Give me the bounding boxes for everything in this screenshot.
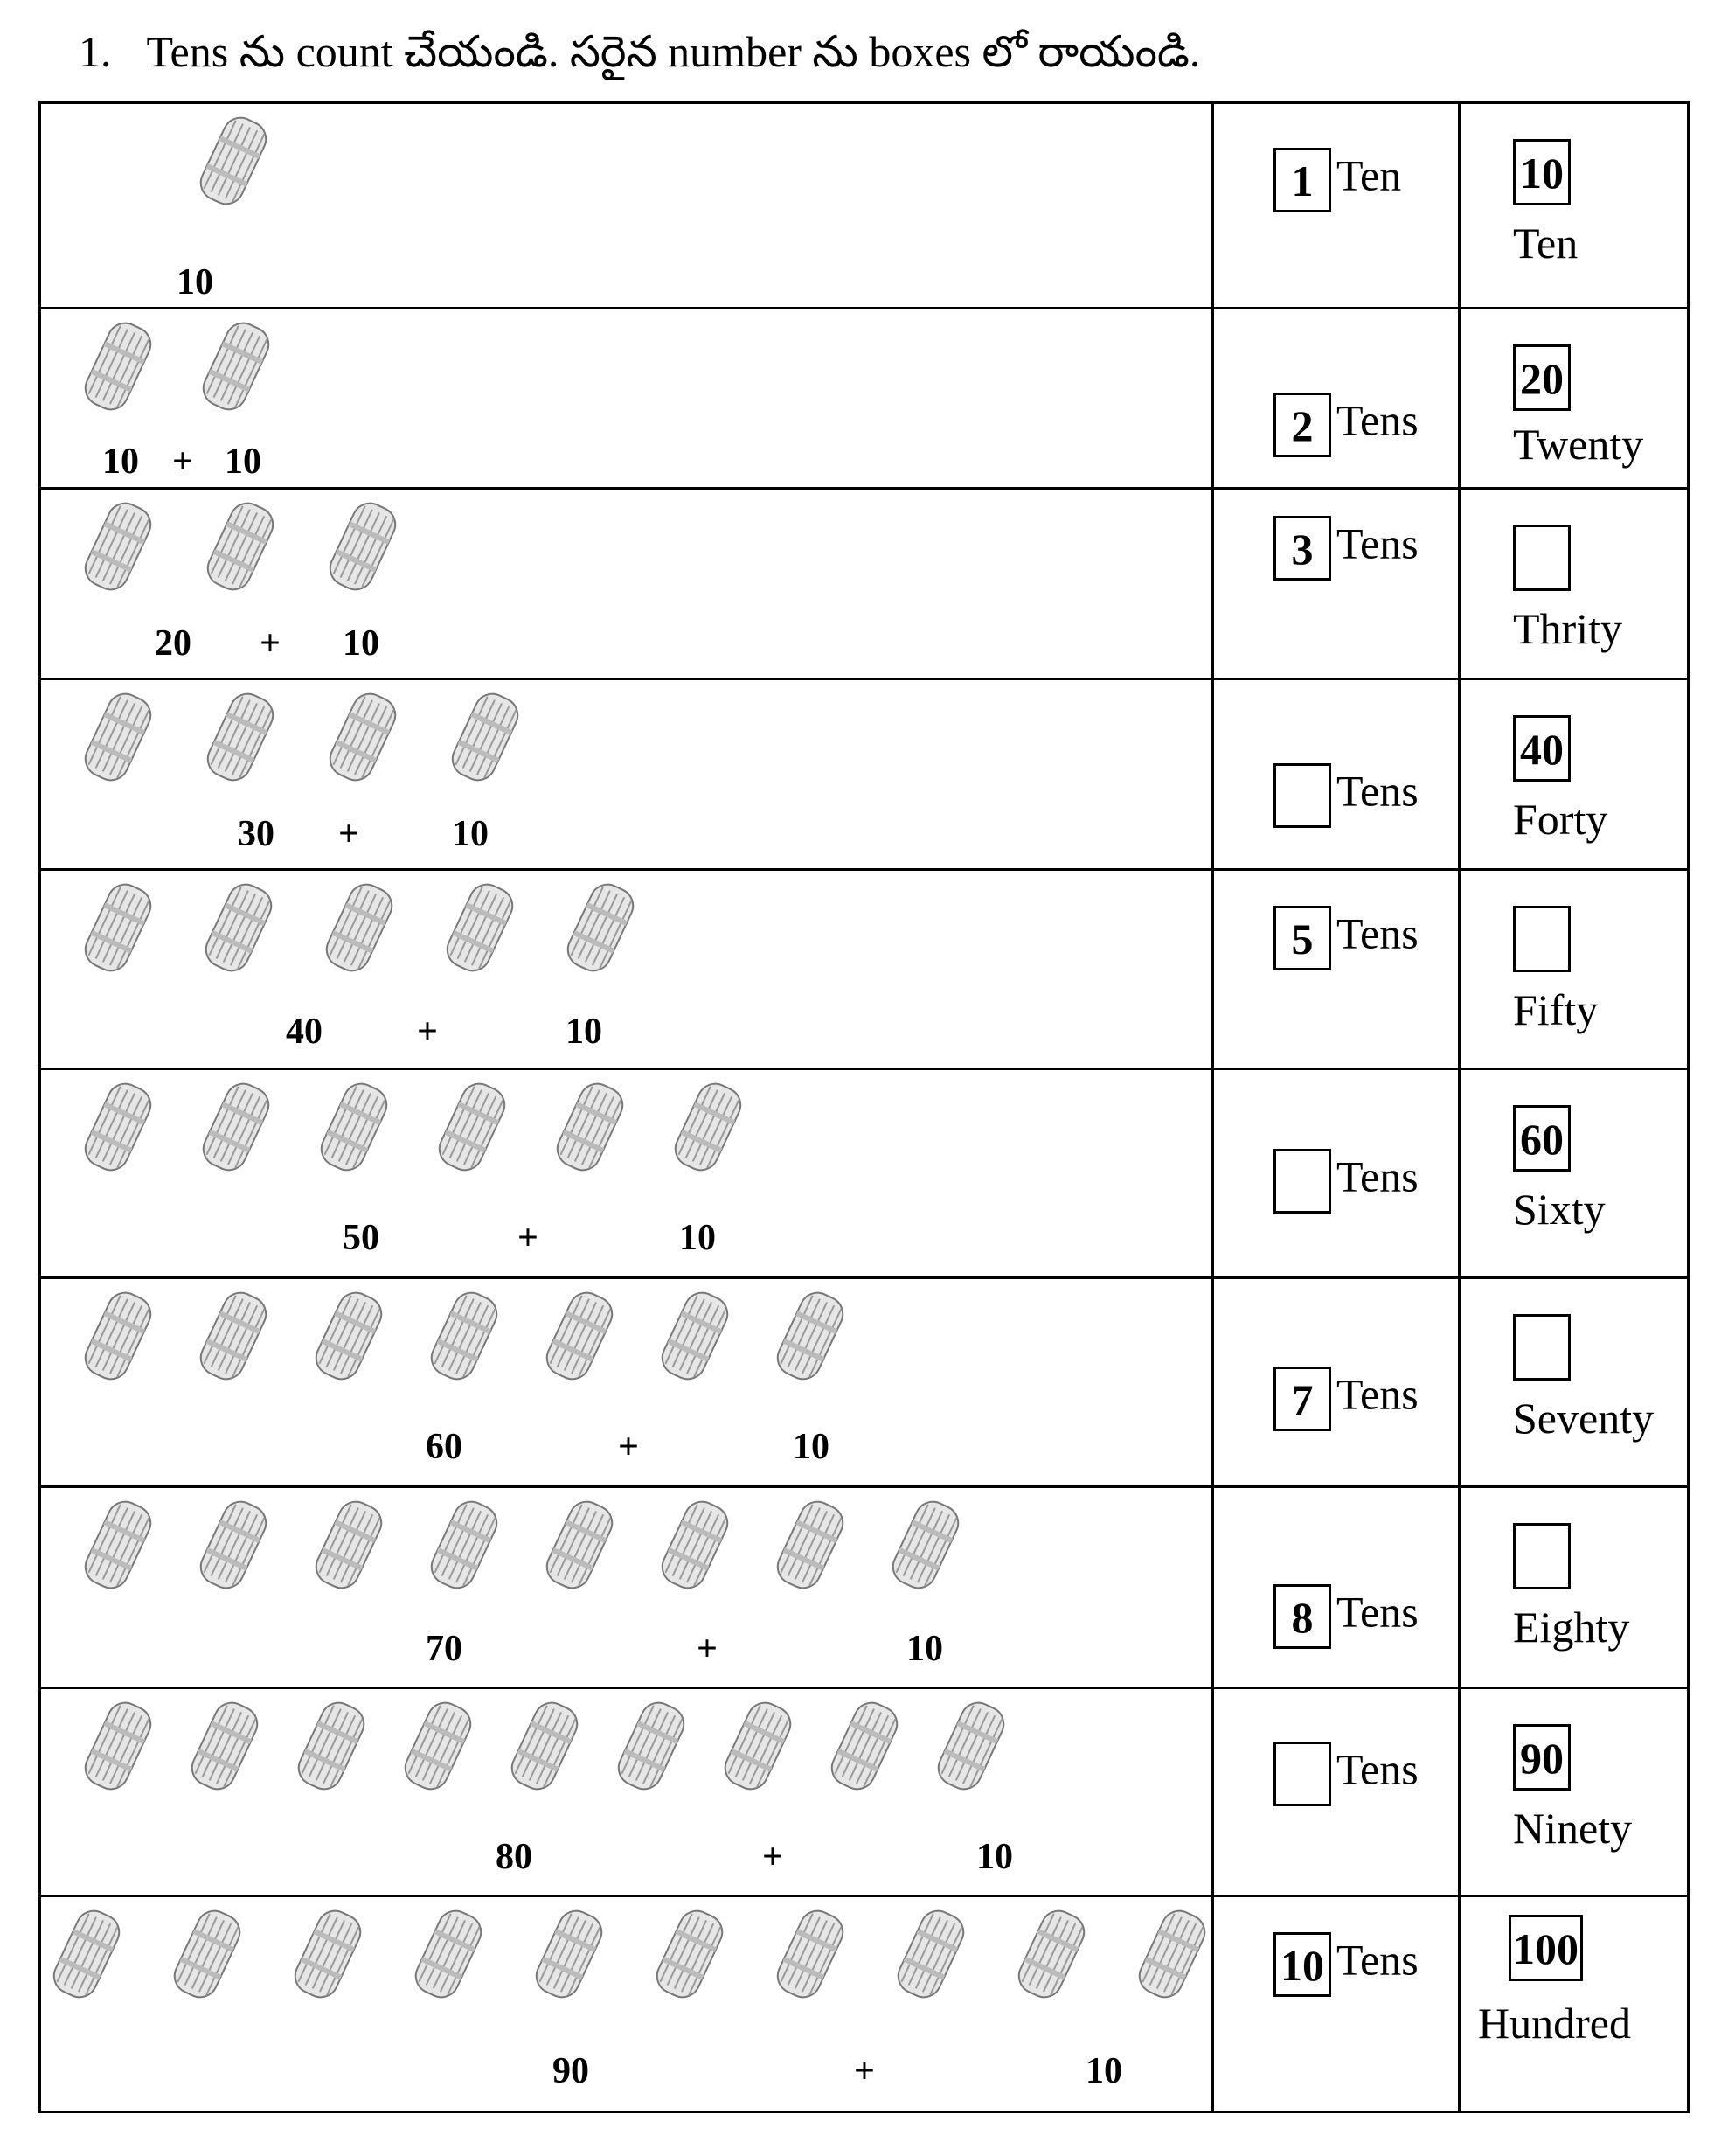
addition-expression [41, 261, 1211, 314]
worksheet-row [40, 1896, 1689, 2112]
addition-expression [41, 441, 1211, 493]
addition-expression [41, 622, 1211, 675]
bundle-of-ten-icon [324, 688, 401, 786]
bundle-of-ten-icon [772, 1496, 849, 1594]
tens-worksheet-table [38, 101, 1690, 2113]
worksheet-row [40, 489, 1689, 679]
worksheet-row [40, 103, 1689, 309]
bundle-of-ten-icon [410, 1905, 487, 2003]
bundle-of-ten-icon [670, 1078, 746, 1176]
plus-sign: + [762, 1837, 783, 1877]
tens-answer-box[interactable]: 2 [1273, 393, 1331, 457]
tens-answer [1273, 1584, 1419, 1649]
bundles-cell [40, 1487, 1213, 1688]
bundle-of-ten-icon [541, 1287, 618, 1385]
addend: 60 [426, 1427, 462, 1467]
bundles-cell [40, 1688, 1213, 1896]
plus-sign: + [338, 814, 359, 854]
tens-answer [1273, 1149, 1419, 1214]
number-word-cell [1460, 679, 1689, 870]
bundle-of-ten-icon [198, 317, 274, 415]
tens-label: Tens [1336, 1151, 1419, 1201]
plus-sign: + [697, 1629, 718, 1669]
plus-sign: + [417, 1012, 438, 1052]
tens-label: Ten [1336, 150, 1402, 200]
number-answer-box[interactable]: 10 [1513, 139, 1571, 205]
bundle-of-ten-icon [541, 1496, 618, 1594]
addend: 30 [238, 814, 274, 854]
bundle-of-ten-icon [324, 497, 401, 595]
addend: 10 [102, 442, 139, 482]
tens-answer-box[interactable] [1273, 763, 1331, 828]
plus-sign: + [517, 1218, 538, 1258]
bundle-of-ten-icon [316, 1078, 392, 1176]
tens-answer-box[interactable]: 1 [1273, 148, 1331, 212]
addend: 50 [343, 1218, 379, 1258]
number-answer-box[interactable]: 20 [1513, 344, 1571, 411]
number-word: Ten [1513, 219, 1579, 268]
number-word-cell [1460, 1069, 1689, 1278]
number-word-cell [1460, 309, 1689, 489]
bundle-of-ten-icon [80, 497, 156, 595]
number-word-cell [1460, 489, 1689, 679]
tens-answer [1273, 763, 1419, 828]
addend: 10 [177, 262, 213, 303]
tens-answer-box[interactable] [1273, 1149, 1331, 1214]
tens-answer-box[interactable]: 3 [1273, 516, 1331, 581]
bundle-of-ten-icon [80, 1697, 156, 1795]
number-answer-box[interactable] [1513, 525, 1571, 591]
number-word: Twenty [1513, 420, 1644, 469]
tens-label: Tens [1336, 1587, 1419, 1637]
addend: 10 [679, 1218, 716, 1258]
tens-answer-box[interactable] [1273, 1742, 1331, 1806]
number-answer-box[interactable]: 100 [1509, 1915, 1583, 1981]
tens-label: Tens [1336, 1935, 1419, 1985]
tens-count-cell [1213, 679, 1460, 870]
worksheet-row [40, 1278, 1689, 1487]
bundle-of-ten-icon [289, 1905, 366, 2003]
bundle-of-ten-icon [80, 879, 156, 977]
plus-sign: + [854, 2051, 875, 2091]
bundles-cell [40, 309, 1213, 489]
question-text: Tens ను count చేయండి. సరైన number ను boxes లో రాయండి. [146, 27, 1201, 76]
tens-count-cell [1213, 870, 1460, 1069]
tens-answer [1273, 906, 1419, 970]
bundles-cell [40, 1278, 1213, 1487]
plus-sign: + [172, 442, 193, 482]
number-answer-box[interactable]: 90 [1513, 1724, 1571, 1791]
tens-answer-box[interactable]: 10 [1273, 1932, 1331, 1997]
bundle-of-ten-icon [434, 1078, 510, 1176]
worksheet-row [40, 309, 1689, 489]
bundle-of-ten-icon [613, 1697, 690, 1795]
bundle-of-ten-icon [195, 112, 272, 210]
bundle-of-ten-icon [80, 1078, 156, 1176]
tens-label: Tens [1336, 908, 1419, 958]
number-word-cell [1460, 1487, 1689, 1688]
bundles-cell [40, 1896, 1213, 2112]
bundle-of-ten-icon [200, 879, 277, 977]
bundles-cell [40, 489, 1213, 679]
number-word: Thrity [1513, 604, 1622, 653]
number-word: Hundred [1478, 1999, 1631, 2048]
addition-expression [41, 2050, 1211, 2103]
bundle-of-ten-icon [80, 1496, 156, 1594]
bundle-of-ten-icon [426, 1287, 503, 1385]
addend: 40 [286, 1012, 323, 1052]
bundle-of-ten-icon [562, 879, 639, 977]
number-word: Forty [1513, 795, 1608, 844]
addend: 20 [155, 623, 191, 664]
worksheet-row [40, 1487, 1689, 1688]
bundles-cell [40, 679, 1213, 870]
addend: 10 [1086, 2051, 1122, 2091]
bundle-of-ten-icon [887, 1496, 964, 1594]
bundle-of-ten-icon [651, 1905, 728, 2003]
worksheet-title [79, 26, 1200, 88]
bundle-of-ten-icon [195, 1287, 272, 1385]
bundle-of-ten-icon [719, 1697, 796, 1795]
number-word: Eighty [1513, 1603, 1630, 1652]
bundle-of-ten-icon [399, 1697, 476, 1795]
tens-count-cell [1213, 1278, 1460, 1487]
tens-label: Tens [1336, 766, 1419, 816]
number-word-cell [1460, 103, 1689, 309]
bundles-cell [40, 870, 1213, 1069]
bundle-of-ten-icon [195, 1496, 272, 1594]
tens-label: Tens [1336, 1744, 1419, 1794]
bundle-of-ten-icon [552, 1078, 628, 1176]
tens-answer-box[interactable]: 8 [1273, 1584, 1331, 1649]
bundles-cell [40, 103, 1213, 309]
tens-answer [1273, 1367, 1419, 1431]
worksheet-row [40, 679, 1689, 870]
bundle-of-ten-icon [186, 1697, 263, 1795]
bundle-of-ten-icon [80, 317, 156, 415]
bundle-of-ten-icon [826, 1697, 903, 1795]
tens-answer [1273, 1932, 1419, 1997]
addend: 90 [552, 2051, 589, 2091]
number-word: Sixty [1513, 1185, 1606, 1234]
bundle-of-ten-icon [202, 688, 279, 786]
tens-count-cell [1213, 489, 1460, 679]
tens-count-cell [1213, 1688, 1460, 1896]
tens-answer [1273, 516, 1419, 581]
tens-answer [1273, 148, 1401, 212]
tens-count-cell [1213, 1896, 1460, 2112]
addition-expression [41, 813, 1211, 866]
addend: 10 [976, 1837, 1013, 1877]
number-word-cell [1460, 1278, 1689, 1487]
number-word: Ninety [1513, 1804, 1633, 1853]
addend: 10 [225, 442, 261, 482]
worksheet-row [40, 870, 1689, 1069]
bundle-of-ten-icon [772, 1905, 849, 2003]
bundle-of-ten-icon [892, 1905, 969, 2003]
bundle-of-ten-icon [321, 879, 398, 977]
addend: 80 [496, 1837, 532, 1877]
tens-answer [1273, 393, 1419, 457]
bundle-of-ten-icon [310, 1496, 387, 1594]
bundle-of-ten-icon [80, 1287, 156, 1385]
plus-sign: + [260, 623, 281, 664]
tens-answer [1273, 1742, 1419, 1806]
addend: 10 [566, 1012, 602, 1052]
bundle-of-ten-icon [531, 1905, 607, 2003]
addition-expression [41, 1426, 1211, 1478]
bundle-of-ten-icon [48, 1905, 125, 2003]
addition-expression [41, 1628, 1211, 1680]
addition-expression [41, 1836, 1211, 1888]
tens-label: Tens [1336, 1369, 1419, 1419]
worksheet-row [40, 1688, 1689, 1896]
number-answer-box[interactable] [1513, 1314, 1571, 1381]
bundle-of-ten-icon [169, 1905, 246, 2003]
addend: 10 [343, 623, 379, 664]
tens-answer-box[interactable]: 7 [1273, 1367, 1331, 1431]
addend: 10 [793, 1427, 829, 1467]
number-word-cell [1460, 870, 1689, 1069]
number-word-cell [1460, 1896, 1689, 2112]
bundles-cell [40, 1069, 1213, 1278]
bundle-of-ten-icon [1134, 1905, 1211, 2003]
tens-count-cell [1213, 103, 1460, 309]
addend: 10 [906, 1629, 943, 1669]
plus-sign: + [618, 1427, 639, 1467]
bundle-of-ten-icon [1013, 1905, 1090, 2003]
bundle-of-ten-icon [293, 1697, 370, 1795]
number-answer-box[interactable] [1513, 906, 1571, 972]
bundle-of-ten-icon [202, 497, 279, 595]
tens-label: Tens [1336, 518, 1419, 568]
bundle-of-ten-icon [198, 1078, 274, 1176]
addend: 70 [426, 1629, 462, 1669]
question-number: 1. [79, 27, 112, 76]
bundle-of-ten-icon [506, 1697, 583, 1795]
addend: 10 [452, 814, 489, 854]
number-answer-box[interactable]: 40 [1513, 715, 1571, 782]
number-answer-box[interactable]: 60 [1513, 1105, 1571, 1172]
tens-count-cell [1213, 1069, 1460, 1278]
bundle-of-ten-icon [772, 1287, 849, 1385]
bundle-of-ten-icon [441, 879, 518, 977]
tens-count-cell [1213, 1487, 1460, 1688]
tens-answer-box[interactable]: 5 [1273, 906, 1331, 970]
bundle-of-ten-icon [310, 1287, 387, 1385]
worksheet-row [40, 1069, 1689, 1278]
number-word: Fifty [1513, 985, 1599, 1034]
bundle-of-ten-icon [656, 1287, 733, 1385]
bundle-of-ten-icon [80, 688, 156, 786]
tens-count-cell [1213, 309, 1460, 489]
number-word: Seventy [1513, 1394, 1655, 1443]
bundle-of-ten-icon [656, 1496, 733, 1594]
number-answer-box[interactable] [1513, 1523, 1571, 1589]
bundle-of-ten-icon [426, 1496, 503, 1594]
bundle-of-ten-icon [933, 1697, 1010, 1795]
addition-expression [41, 1011, 1211, 1063]
bundle-of-ten-icon [447, 688, 524, 786]
addition-expression [41, 1217, 1211, 1269]
number-word-cell [1460, 1688, 1689, 1896]
tens-label: Tens [1336, 395, 1419, 445]
